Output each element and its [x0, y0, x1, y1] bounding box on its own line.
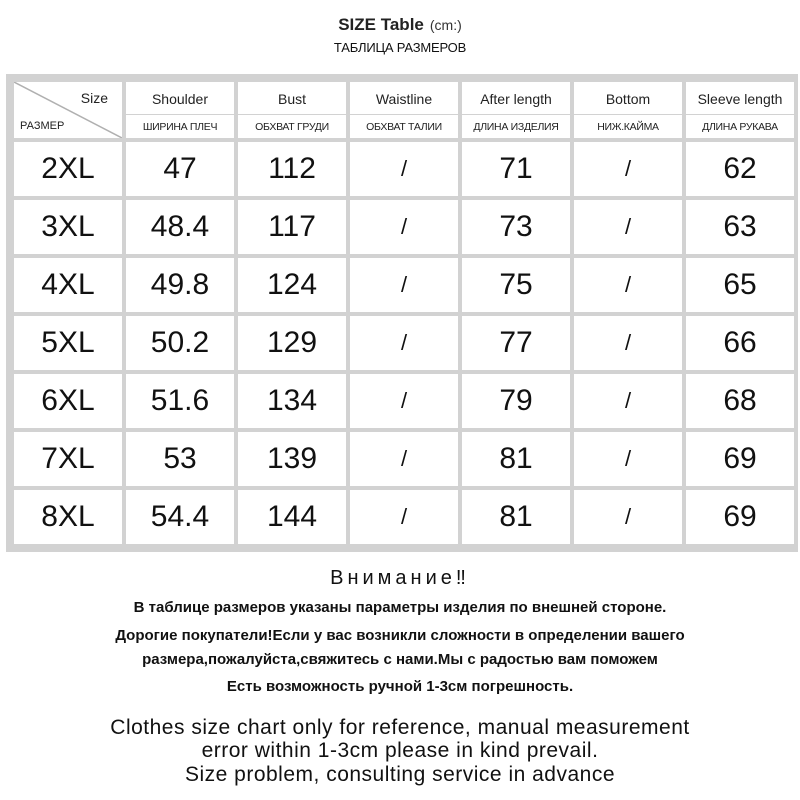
measurement-cell: 68 [686, 374, 794, 428]
column-header-label: Bottom [605, 91, 651, 107]
table-row [14, 200, 794, 254]
column-header-shoulder [126, 82, 234, 138]
size-table-frame [6, 74, 798, 552]
measurement-cell: / [574, 258, 682, 312]
measurement-cell: 144 [238, 490, 346, 544]
measurement-cell: 63 [686, 200, 794, 254]
unit-label: (cm:) [429, 17, 462, 33]
measurement-cell: / [574, 490, 682, 544]
measurement-cell: 50.2 [126, 316, 234, 370]
measurement-cell: 112 [238, 142, 346, 196]
column-header-sleeve-length [686, 82, 794, 138]
measurement-cell: 139 [238, 432, 346, 486]
column-header-label-ru: НИЖ.КАЙМА [597, 121, 659, 133]
header-row [14, 82, 794, 138]
size-table-title [0, 14, 800, 36]
measurement-cell: 81 [462, 490, 570, 544]
size-cell: 6XL [14, 374, 122, 428]
size-cell: 5XL [14, 316, 122, 370]
measurement-cell: 134 [238, 374, 346, 428]
corner-size-label-ru: РАЗМЕР [20, 120, 65, 132]
measurement-cell: 69 [686, 490, 794, 544]
table-row [14, 374, 794, 428]
header-divider [686, 114, 794, 115]
size-table-subtitle: ТАБЛИЦА РАЗМЕРОВ [333, 40, 467, 55]
measurement-cell: 79 [462, 374, 570, 428]
measurement-cell: 75 [462, 258, 570, 312]
measurement-cell: / [350, 200, 458, 254]
column-header-label-ru: ОБХВАТ ТАЛИИ [366, 121, 442, 133]
measurement-cell: 73 [462, 200, 570, 254]
column-header-label: Bust [277, 91, 306, 107]
header-divider [574, 114, 682, 115]
measurement-cell: 77 [462, 316, 570, 370]
table-row [14, 490, 794, 544]
english-note-line: error within 1-3cm please in kind prevail. [201, 739, 599, 762]
column-header-label-ru: ШИРИНА ПЛЕЧ [142, 121, 218, 133]
measurement-cell: 124 [238, 258, 346, 312]
notice-line: В таблице размеров указаны параметры изделия по внешней стороне. [133, 599, 667, 616]
column-header-after-length [462, 82, 570, 138]
measurement-cell: 48.4 [126, 200, 234, 254]
measurement-cell: / [350, 316, 458, 370]
measurement-cell: 54.4 [126, 490, 234, 544]
measurement-cell: 53 [126, 432, 234, 486]
header-divider [350, 114, 458, 115]
measurement-cell: 117 [238, 200, 346, 254]
table-row [14, 258, 794, 312]
measurement-cell: / [574, 316, 682, 370]
size-cell: 3XL [14, 200, 122, 254]
table-row [14, 432, 794, 486]
column-header-bottom [574, 82, 682, 138]
notice-line: размера,пожалуйста,свяжитесь с нами.Мы с радостью вам поможем [142, 651, 658, 668]
corner-size-label: Size [80, 90, 108, 106]
english-note-line: Size problem, consulting service in advance [184, 763, 616, 786]
size-cell: 8XL [14, 490, 122, 544]
measurement-cell: 71 [462, 142, 570, 196]
measurement-cell: / [350, 258, 458, 312]
header-divider [238, 114, 346, 115]
column-header-label: After length [480, 91, 552, 107]
column-header-label-ru: ОБХВАТ ГРУДИ [255, 121, 329, 133]
column-header-label-ru: ДЛИНА ИЗДЕЛИЯ [473, 121, 559, 133]
measurement-cell: 51.6 [126, 374, 234, 428]
notice-title: Внимание‼ [330, 567, 470, 589]
column-header-label: Sleeve length [697, 91, 783, 107]
table-row [14, 316, 794, 370]
measurement-cell: / [574, 142, 682, 196]
column-header-label: Shoulder [151, 91, 209, 107]
column-header-label: Waistline [375, 91, 433, 107]
size-cell: 7XL [14, 432, 122, 486]
size-table [10, 78, 798, 548]
measurement-cell: / [574, 374, 682, 428]
size-cell: 2XL [14, 142, 122, 196]
measurement-cell: 129 [238, 316, 346, 370]
measurement-cell: 65 [686, 258, 794, 312]
size-cell: 4XL [14, 258, 122, 312]
measurement-cell: / [350, 142, 458, 196]
measurement-cell: 47 [126, 142, 234, 196]
column-header-label-ru: ДЛИНА РУКАВА [702, 121, 778, 133]
title-text: SIZE Table [338, 15, 424, 34]
measurement-cell: 69 [686, 432, 794, 486]
measurement-cell: 81 [462, 432, 570, 486]
measurement-cell: / [574, 432, 682, 486]
measurement-cell: 49.8 [126, 258, 234, 312]
column-header-waistline [350, 82, 458, 138]
measurement-cell: 66 [686, 316, 794, 370]
measurement-cell: 62 [686, 142, 794, 196]
table-row [14, 142, 794, 196]
measurement-cell: / [350, 432, 458, 486]
corner-header-cell [14, 82, 122, 138]
english-note-line: Clothes size chart only for reference, manual measurement [110, 716, 690, 739]
notice-line: Есть возможность ручной 1-3см погрешность. [226, 678, 574, 695]
header-divider [462, 114, 570, 115]
measurement-cell: / [350, 374, 458, 428]
measurement-cell: / [574, 200, 682, 254]
notice-line: Дорогие покупатели!Если у вас возникли сложности в определении вашего [115, 627, 685, 644]
measurement-cell: / [350, 490, 458, 544]
column-header-bust [238, 82, 346, 138]
header-divider [126, 114, 234, 115]
